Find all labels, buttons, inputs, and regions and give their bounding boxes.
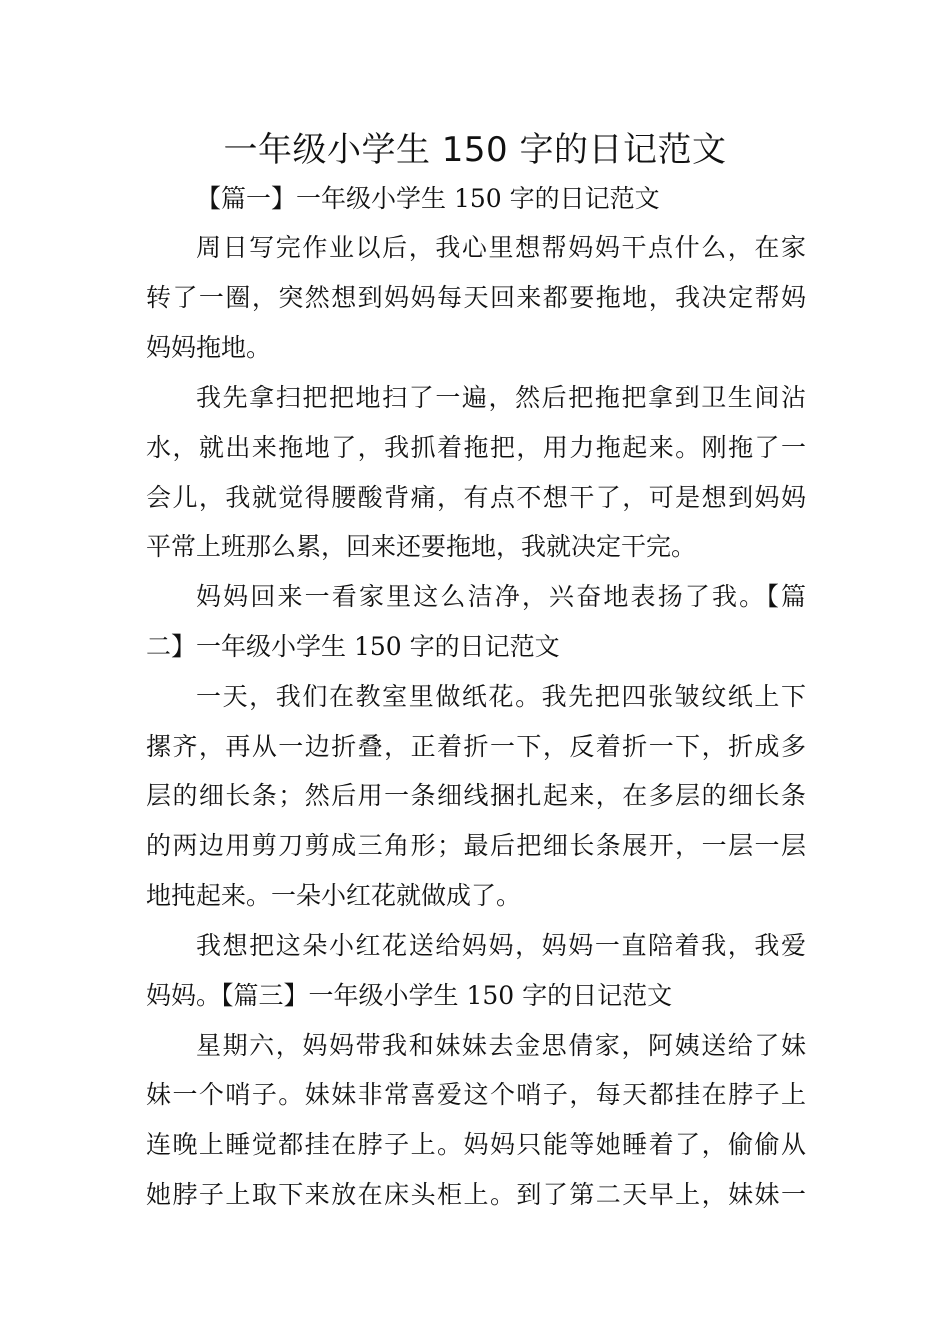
text-line: 会儿，我就觉得腰酸背痛，有点不想干了，可是想到妈妈 [146,483,806,512]
section-heading-3: 妈妈。【篇三】一年级小学生 150 字的日记范文 [146,981,673,1010]
text-line: 水，就出来拖地了，我抓着拖把，用力拖起来。刚拖了一 [146,433,806,462]
text-line: 周日写完作业以后，我心里想帮妈妈干点什么，在家 [196,233,806,262]
text-line: 我先拿扫把把地扫了一遍，然后把拖把拿到卫生间沾 [196,383,806,412]
text-line: 平常上班那么累，回来还要拖地，我就决定干完。 [146,532,697,561]
text-line: 妹一个哨子。妹妹非常喜爱这个哨子，每天都挂在脖子上 [146,1080,806,1109]
text-line: 我想把这朵小红花送给妈妈，妈妈一直陪着我，我爱 [196,931,806,960]
section-heading-1: 【篇一】一年级小学生 150 字的日记范文 [196,184,660,213]
text-line: 摞齐，再从一边折叠，正着折一下，反着折一下，折成多 [146,732,806,761]
section-heading-2: 二】一年级小学生 150 字的日记范文 [146,632,560,661]
text-line: 一天，我们在教室里做纸花。我先把四张皱纹纸上下 [196,682,806,711]
text-line: 的两边用剪刀剪成三角形；最后把细长条展开，一层一层 [146,831,806,860]
text-line: 妈妈回来一看家里这么洁净，兴奋地表扬了我。【篇 [196,582,806,611]
text-line: 星期六，妈妈带我和妹妹去金思倩家，阿姨送给了妹 [196,1031,806,1060]
text-line: 妈妈拖地。 [146,333,272,362]
text-line: 地扽起来。一朵小红花就做成了。 [146,881,522,910]
text-line: 连晚上睡觉都挂在脖子上。妈妈只能等她睡着了，偷偷从 [146,1130,806,1159]
document-title: 一年级小学生 150 字的日记范文 [223,130,727,170]
text-line: 她脖子上取下来放在床头柜上。到了第二天早上，妹妹一 [146,1180,806,1209]
text-line: 转了一圈，突然想到妈妈每天回来都要拖地，我决定帮妈 [146,283,806,312]
text-line: 层的细长条；然后用一条细线捆扎起来，在多层的细长条 [146,781,806,810]
